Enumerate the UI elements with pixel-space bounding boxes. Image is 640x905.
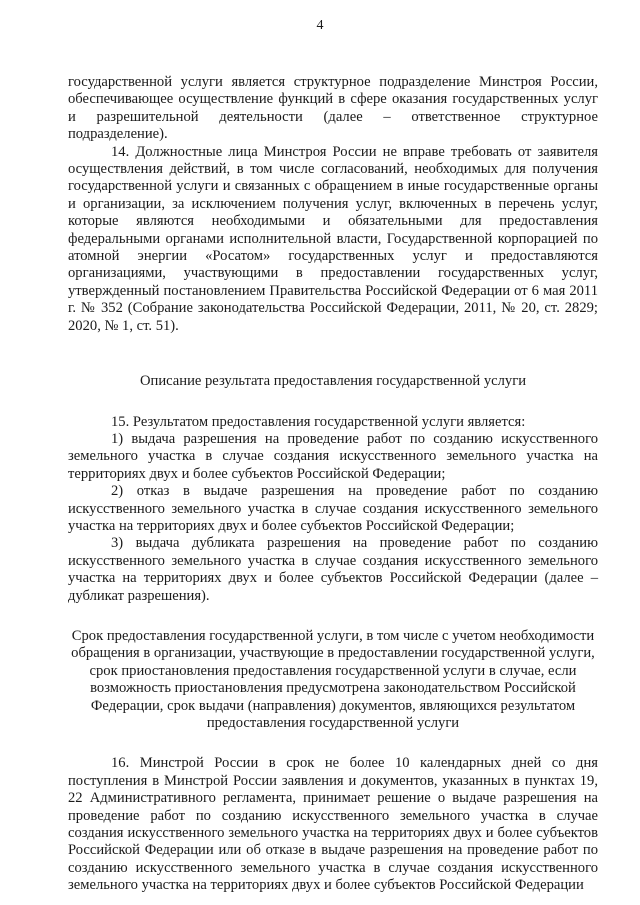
paragraph-15-item-1: 1) выдача разрешения на проведение работ по созданию искусственного земельного участка в случае создания искусственного земельного участка на территориях двух и более субъектов Российской Федерации; xyxy=(68,430,598,482)
paragraph-13-continuation: государственной услуги является структурное подразделение Минстроя России, обеспечивающее осуществление функций в сфере оказания государственных услуг и разрешительной деятельности (далее – ответственное структурное подразделение). xyxy=(68,74,598,143)
section-heading-result: Описание результата предоставления государственной услуги xyxy=(139,373,527,390)
paragraph-16: 16. Минстрой России в срок не более 10 календарных дней со дня поступления в Минстрой России заявления и документов, указанных в пунктах 19, 22 Административного регламента, принимает решение о выдаче разрешения на проведение работ по созданию искусственного земельного участка в случае создания искусственного земельного участка на территориях двух и более субъектов Российской Федерации или об отказе в выдаче разрешения на проведение работ по созданию искусственного земельного участка в случае создания искусственного земельного участка на территориях двух и более субъектов Российской Федерации xyxy=(68,755,598,894)
paragraph-15-item-3: 3) выдача дубликата разрешения на проведение работ по созданию искусственного земельного участка в случае создания искусственного земельного участка на территориях двух и более субъектов Российской Федерации (далее – дубликат разрешения). xyxy=(68,535,598,604)
page-number: 4 xyxy=(316,18,324,33)
paragraph-15: 15. Результатом предоставления государственной услуги является: xyxy=(111,413,526,430)
section-heading-term: Срок предоставления государственной услуги, в том числе с учетом необходимости обращения в организации, участвующие в предоставлении государственной услуги, срок приостановления предоставления государственной услуги в случае, если возможность приостановления предусмотрена законодательством Российской Федерации, срок выдачи (направления) документов, являющихся результатом предоставления государственной услуги xyxy=(71,627,595,731)
document-body xyxy=(68,74,598,895)
paragraph-14: 14. Должностные лица Минстроя России не вправе требовать от заявителя осуществления действий, в том числе согласований, необходимых для получения государственной услуги и связанных с обращением в иные государственные органы и организации, за исключением получения услуг, включенных в перечень услуг, которые являются необходимыми и обязательными для предоставления федеральными органами исполнительной власти, Государственной корпорацией по атомной энергии «Росатом» государственных услуг и предоставляются организациями, участвующими в предоставлении государственных услуг, утвержденный постановлением Правительства Российской Федерации от 6 мая 2011 г. № 352 (Собрание законодательства Российской Федерации, 2011, № 20, ст. 2829; 2020, № 1, ст. 51). xyxy=(68,143,598,334)
paragraph-15-item-2: 2) отказ в выдаче разрешения на проведение работ по созданию искусственного земельного участка в случае создания искусственного земельного участка на территориях двух и более субъектов Российской Федерации; xyxy=(68,483,598,534)
